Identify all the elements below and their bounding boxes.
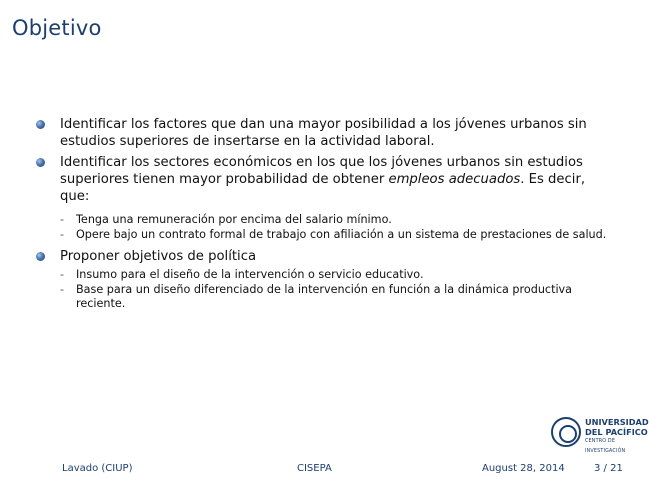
dash-icon: - (60, 228, 65, 241)
emphasis-text: empleos adecuados (388, 172, 521, 187)
dash-icon: - (60, 268, 65, 281)
sub-list (60, 213, 616, 242)
slide-title: Objetivo (12, 16, 102, 40)
footer-page-number: 3 / 21 (594, 463, 623, 474)
sub-list (60, 268, 616, 311)
sub-item: - Opere bajo un contrato formal de trabajo con afiliación a un sistema de prestaciones de salud. (60, 228, 607, 241)
bullet-icon (36, 120, 45, 129)
university-logo (551, 415, 649, 454)
bullet-icon (36, 158, 45, 167)
dash-icon: - (60, 283, 65, 296)
sub-item: - Insumo para el diseño de la intervención o servicio educativo. (60, 268, 424, 281)
bullet-text: Identificar los factores que dan una mayor posibilidad a los jóvenes urbanos sin estudios superiores de insertarse en la actividad laboral. (60, 117, 587, 149)
footer-institute: CISEPA (297, 463, 332, 474)
bullet-icon (36, 252, 45, 261)
footer-author: Lavado (CIUP) (62, 463, 133, 474)
bullet-item (36, 116, 616, 150)
sub-item: - Tenga una remuneración por encima del salario mínimo. (60, 213, 392, 226)
footer-date: August 28, 2014 (482, 463, 565, 474)
bullet-text: Proponer objetivos de política (60, 249, 257, 264)
bullet-list (36, 116, 616, 317)
bullet-item (36, 154, 616, 242)
logo-text: UNIVERSIDAD DEL PACÍFICO CENTRO DE INVESTIGACIÓN (585, 417, 649, 454)
dash-icon: - (60, 213, 65, 226)
bullet-text: Identificar los sectores económicos en los que los jóvenes urbanos sin estudios superiores tienen mayor probabilidad de obtener empleos adecuados. Es decir, que: (60, 155, 586, 204)
sub-item: - Base para un diseño diferenciado de la intervención en función a la dinámica productiva reciente. (60, 283, 573, 310)
seal-icon (551, 417, 581, 447)
bullet-item (36, 248, 616, 311)
